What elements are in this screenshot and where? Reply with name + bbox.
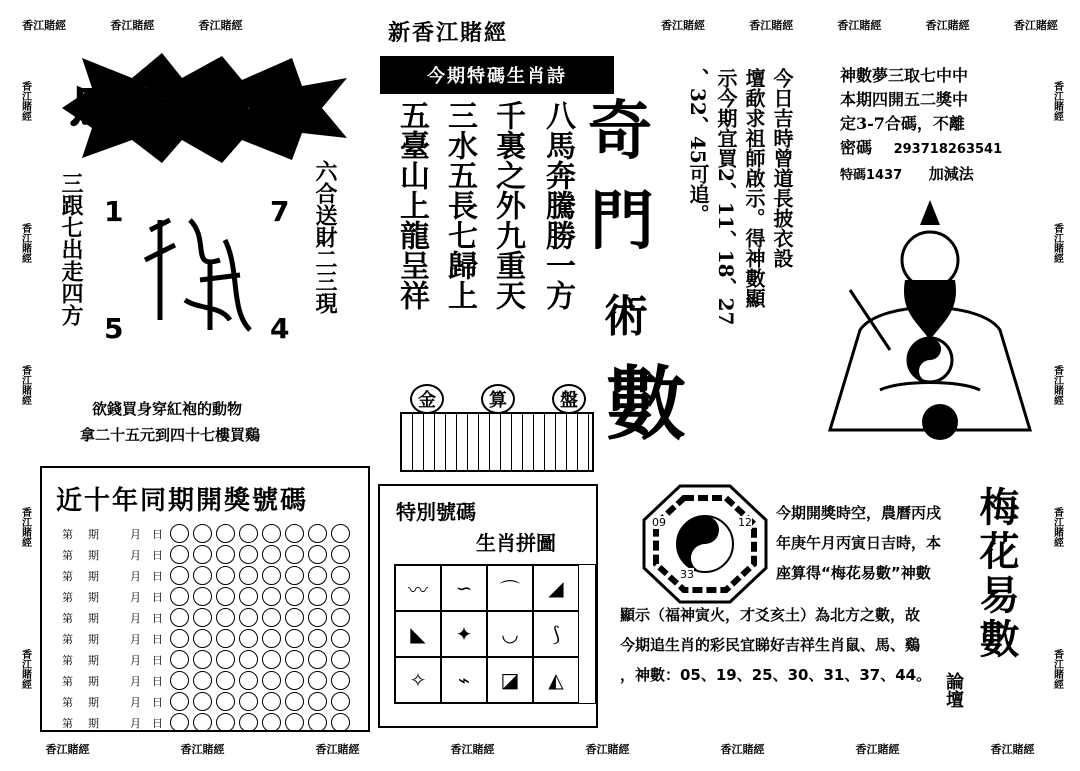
special-number-circle [331,608,350,627]
today-col: 今日吉時曾道長披衣設 [770,68,794,268]
number-circle [239,650,258,669]
poem-banner: 今期特碼生肖詩 [380,56,614,94]
number-circle [262,587,281,606]
border-label: 香江賭經 [1013,19,1058,32]
suanpan-char: 算 [481,384,515,414]
suanpan-title [410,384,586,414]
number-circle [262,692,281,711]
border-label: 香江賭經 [450,743,495,756]
number-circle [239,629,258,648]
today-col: 壇歃求祖師啟示。得神數顯 [742,68,766,308]
row-label: 月 [130,632,141,646]
number-circle [170,608,189,627]
calligraphy-glyph-icon [130,200,260,340]
mahui-right-col: 六合送財二三現 [312,160,338,314]
special-title: 特別號碼 [396,500,476,524]
number-circle [193,524,212,543]
number-circle [193,566,212,585]
number-circle [216,545,235,564]
number-circle [239,671,258,690]
row-label: 期 [88,695,99,709]
row-label: 期 [88,653,99,667]
border-label: 香江賭經 [660,19,705,32]
border-label: 香江賭經 [22,19,67,32]
number-circle [193,692,212,711]
row-label: 月 [130,569,141,583]
number-circle [216,524,235,543]
table-row [62,607,368,628]
number-circle [308,650,327,669]
row-label: 第 [62,548,73,562]
number-circle [170,545,189,564]
zodiac-piece-icon: ◭ [533,657,579,703]
number-circle [193,629,212,648]
zodiac-piece-icon: ✦ [441,611,487,657]
border-label: 香江賭經 [1051,365,1063,405]
border-label: 香江賭經 [198,19,243,32]
row-label: 日 [152,632,163,646]
number-circle [193,545,212,564]
table-row [62,586,368,607]
border-label: 香江賭經 [837,19,882,32]
mahui-left-col: 三跟七出走四方 [58,172,84,326]
poem-line: 五臺山上龍呈祥 [394,100,429,310]
border-label: 香江賭經 [855,743,900,756]
number-circle [193,608,212,627]
special-number-circle [331,650,350,669]
number-circle [193,587,212,606]
number-circle [216,629,235,648]
number-circle [308,713,327,732]
row-label: 第 [62,611,73,625]
row-label: 期 [88,611,99,625]
number-circle [285,566,304,585]
number-circle [170,629,189,648]
row-label: 第 [62,674,73,688]
special-number-circle [331,587,350,606]
number-circle [308,524,327,543]
zodiac-grid [394,564,596,704]
row-label: 日 [152,695,163,709]
qimen-char: 數 [606,357,686,451]
number-circle [262,608,281,627]
meihua-line: 今期追生肖的彩民宜睇好吉祥生肖鼠、馬、鷄 [620,636,921,654]
suanpan-char: 金 [410,384,444,414]
row-label: 月 [130,590,141,604]
number-circle [262,650,281,669]
zodiac-piece-icon: ∽ [441,565,487,611]
number-circle [239,545,258,564]
riddle-line: 欲錢買身穿紅袍的動物 [92,400,243,418]
border-label: 香江賭經 [1051,81,1063,121]
number-circle [170,524,189,543]
number-circle [193,650,212,669]
number-circle [193,671,212,690]
meihua-text-top [776,498,966,588]
history-table-box [40,466,370,732]
row-label: 月 [130,611,141,625]
special-box [378,484,598,728]
meihua-line: 年庚午月丙寅日吉時，本 [776,534,942,552]
number-circle [239,566,258,585]
row-label: 期 [88,674,99,688]
row-label: 第 [62,632,73,646]
special-number-circle [331,692,350,711]
zodiac-piece-icon: ◢ [533,565,579,611]
border-label: 香江賭經 [315,743,360,756]
border-label: 香江賭經 [110,19,155,32]
bagua-number: 12 [738,516,752,529]
border-label: 香江賭經 [925,19,970,32]
row-label: 日 [152,653,163,667]
number-circle [239,713,258,732]
number-circle [308,545,327,564]
special-number-circle [331,566,350,585]
number-circle [216,650,235,669]
mahui-number: 1 [104,195,124,228]
special-code: 特碼1437 [840,168,903,183]
history-rows [62,523,368,733]
number-circle [170,587,189,606]
shenshu-line: 定3-7合碼，不離 [840,114,965,133]
riddle-line: 拿二十五元到四十七樓買鷄 [80,426,261,444]
row-label: 月 [130,716,141,730]
row-label: 日 [152,716,163,730]
right-border [1046,30,1068,740]
mahui-number: 5 [104,312,124,345]
number-circle [262,545,281,564]
number-circle [193,713,212,732]
zodiac-puzzle-title: 生肖拼圖 [476,531,556,555]
border-label: 香江賭經 [749,19,794,32]
number-circle [285,545,304,564]
number-circle [285,650,304,669]
border-label: 香江賭經 [45,743,90,756]
table-row [62,628,368,649]
number-circle [285,629,304,648]
zodiac-piece-icon: ✧ [395,657,441,703]
number-circle [308,587,327,606]
special-number-circle [331,629,350,648]
meihua-line: 今期開獎時空，農曆丙戌 [776,504,942,522]
bagua-number: 33 [680,568,694,581]
zodiac-piece-icon: ◡ [487,611,533,657]
poem-line: 八馬奔騰勝一方 [540,100,575,310]
row-label: 期 [88,716,99,730]
number-circle [285,671,304,690]
row-label: 月 [130,674,141,688]
shenshu-block [840,64,1040,188]
special-number-circle [331,545,350,564]
number-circle [285,587,304,606]
number-circle [216,713,235,732]
suanpan-char: 盤 [552,384,586,414]
row-label: 第 [62,716,73,730]
row-label: 日 [152,548,163,562]
border-label: 香江賭經 [19,81,31,121]
border-label: 香江賭經 [990,743,1035,756]
taoist-deity-icon [820,190,1040,440]
poem-line: 千裏之外九重天 [490,100,525,310]
number-circle [285,524,304,543]
zodiac-piece-icon: 〰 [395,565,441,611]
number-circle [239,587,258,606]
row-label: 日 [152,569,163,583]
zodiac-piece-icon: ◣ [395,611,441,657]
border-label: 香江賭經 [19,649,31,689]
special-number-circle [331,671,350,690]
meihua-line: ，神數：05、19、25、30、31、37、44。 [620,666,932,684]
number-circle [262,671,281,690]
row-label: 日 [152,527,163,541]
row-label: 日 [152,611,163,625]
mahui-number: 7 [270,195,290,228]
row-label: 月 [130,653,141,667]
mahui-number: 4 [270,312,290,345]
table-row [62,649,368,670]
number-circle [262,524,281,543]
border-label: 香江賭經 [19,223,31,263]
row-label: 期 [88,590,99,604]
bagua-icon [640,484,770,604]
secret-code: 293718263541 [893,142,1003,157]
number-circle [285,692,304,711]
number-circle [308,566,327,585]
number-circle [308,629,327,648]
bagua-number: 09 [652,516,666,529]
border-label: 香江賭經 [720,743,765,756]
number-circle [170,650,189,669]
left-border [14,30,36,740]
number-circle [262,629,281,648]
border-label: 香江賭經 [1051,649,1063,689]
number-circle [216,608,235,627]
meihua-line: 顯示（福神寅火，才爻亥土）為北方之數，故 [620,606,921,624]
number-circle [285,608,304,627]
number-circle [170,671,189,690]
qimen-char: 門 [590,184,654,259]
zodiac-piece-icon: ⟆ [533,611,579,657]
qimen-char: 術 [604,291,648,342]
zodiac-piece-icon: ◪ [487,657,533,703]
number-circle [216,587,235,606]
row-label: 日 [152,590,163,604]
row-label: 期 [88,548,99,562]
qimen-char: 奇 [588,94,652,169]
abacus-graphic [400,412,594,472]
meihua-line: 座算得“梅花易數”神數 [776,564,931,582]
number-circle [170,713,189,732]
number-circle [170,692,189,711]
table-row [62,523,368,544]
table-row [62,712,368,733]
shenshu-line: 本期四開五二獎中 [840,90,969,109]
meihua-text-bottom [620,600,966,690]
row-label: 第 [62,569,73,583]
number-circle [239,524,258,543]
table-row [62,670,368,691]
bottom-border [0,738,1080,760]
today-col: 、32、45可追。 [686,68,710,224]
zodiac-piece-icon: ⌒ [487,565,533,611]
number-circle [262,713,281,732]
number-circle [308,692,327,711]
table-row [62,691,368,712]
number-circle [285,713,304,732]
special-number-circle [331,713,350,732]
row-label: 期 [88,632,99,646]
mahui-title: 馬會傳密 [70,83,286,134]
number-circle [216,671,235,690]
zodiac-piece-icon: ⌁ [441,657,487,703]
shenshu-line: 神數夢三取七中中 [840,66,969,85]
row-label: 第 [62,653,73,667]
row-label: 期 [88,527,99,541]
border-label: 香江賭經 [1051,223,1063,263]
border-label: 香江賭經 [585,743,630,756]
row-label: 期 [88,569,99,583]
number-circle [239,608,258,627]
number-circle [216,566,235,585]
row-label: 日 [152,674,163,688]
shenshu-line: 密碼 [840,138,873,157]
row-label: 月 [130,527,141,541]
border-label: 香江賭經 [19,507,31,547]
history-title: 近十年同期開獎號碼 [56,486,309,516]
newspaper-title: 新香江賭經 [388,20,509,46]
method-label: 加減法 [928,165,974,183]
row-label: 月 [130,695,141,709]
border-label: 香江賭經 [1051,507,1063,547]
row-label: 第 [62,527,73,541]
meihua-title: 梅花易數 [973,486,1020,662]
poem-line: 三水五長七歸上 [442,100,477,310]
special-number-circle [331,524,350,543]
border-label: 香江賭經 [19,365,31,405]
number-circle [170,566,189,585]
today-col: 示今期宜買2、11、18、27 [714,68,738,326]
row-label: 第 [62,590,73,604]
border-label: 香江賭經 [180,743,225,756]
number-circle [308,671,327,690]
table-row [62,544,368,565]
number-circle [216,692,235,711]
number-circle [262,566,281,585]
number-circle [239,692,258,711]
signature: 論壇 [943,672,964,708]
table-row [62,565,368,586]
top-border [0,14,1080,36]
row-label: 第 [62,695,73,709]
number-circle [308,608,327,627]
row-label: 月 [130,548,141,562]
